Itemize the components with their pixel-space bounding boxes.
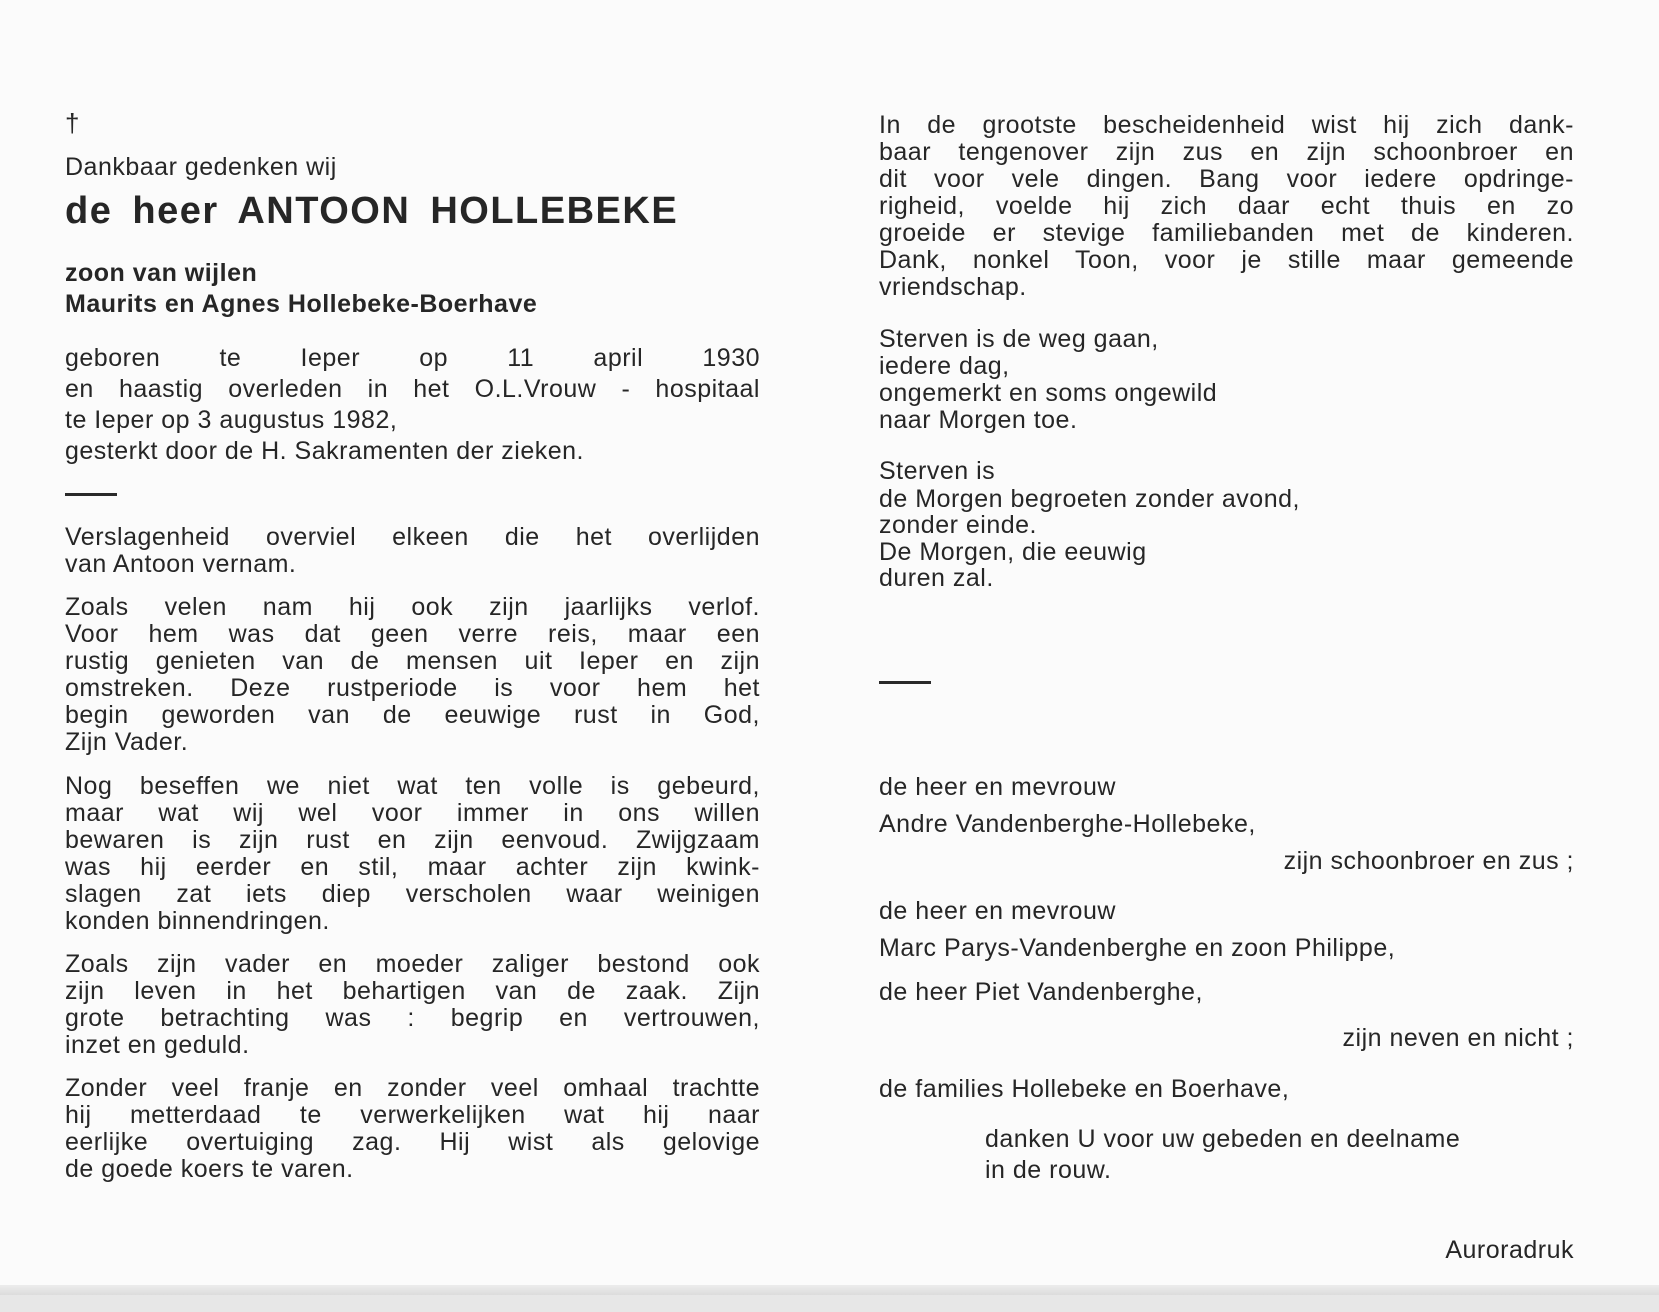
birth-line: gesterkt door de H. Sakramenten der zieken.: [65, 437, 584, 465]
paragraph-line: de goede koers te varen.: [65, 1155, 354, 1183]
separator-dash: [65, 493, 117, 496]
poem-line: iedere dag,: [879, 352, 1010, 380]
parents-intro: zoon van wijlen: [65, 259, 258, 287]
paragraph-line: baar tengenover zijn zus en zijn schoonbroer en: [879, 138, 1574, 166]
paragraph-line: hij metterdaad te verwerkelijken wat hij naar: [65, 1101, 760, 1129]
paragraph-line: bewaren is zijn rust en zijn eenvoud. Zwijgzaam: [65, 826, 760, 854]
paragraph-line: rustig genieten van de mensen uit Ieper en zijn: [65, 647, 760, 675]
paragraph-line: omstreken. Deze rustperiode is voor hem het: [65, 674, 760, 702]
parents-names: Maurits en Agnes Hollebeke-Boerhave: [65, 290, 538, 318]
poem-line: ongemerkt en soms ongewild: [879, 379, 1218, 407]
paragraph-line: begin geworden van de eeuwige rust in God,: [65, 701, 760, 729]
birth-line: en haastig overleden in het O.L.Vrouw - hospitaal: [65, 375, 760, 403]
paragraph-line: maar wat wij wel voor immer in ons willen: [65, 799, 760, 827]
printer-name: Auroradruk: [1445, 1236, 1574, 1264]
paragraph-line: konden binnendringen.: [65, 907, 330, 935]
paragraph-line: dit voor vele dingen. Bang voor iedere opdringe-: [879, 165, 1574, 193]
family-name: Marc Parys-Vandenberghe en zoon Philippe,: [879, 934, 1396, 962]
poem-line: de Morgen begroeten zonder avond,: [879, 485, 1300, 513]
paragraph-line: Nog beseffen we niet wat ten volle is gebeurd,: [65, 772, 760, 800]
family-relation: zijn neven en nicht ;: [1342, 1024, 1574, 1052]
paragraph-line: van Antoon vernam.: [65, 550, 297, 578]
poem-line: zonder einde.: [879, 511, 1038, 539]
intro-text: Dankbaar gedenken wij: [65, 153, 337, 181]
separator-dash: [879, 681, 931, 684]
poem-line: De Morgen, die eeuwig: [879, 538, 1147, 566]
paragraph-line: Dank, nonkel Toon, voor je stille maar gemeende: [879, 246, 1574, 274]
family-title: de heer en mevrouw: [879, 897, 1116, 925]
paragraph-line: In de grootste bescheidenheid wist hij zich dank-: [879, 111, 1574, 139]
birth-line: geboren te Ieper op 11 april 1930: [65, 344, 760, 372]
paragraph-line: grote betrachting was : begrip en vertrouwen,: [65, 1004, 760, 1032]
family-name: de families Hollebeke en Boerhave,: [879, 1075, 1290, 1103]
family-title: de heer en mevrouw: [879, 773, 1116, 801]
family-name: Andre Vandenberghe-Hollebeke,: [879, 810, 1256, 838]
poem-line: duren zal.: [879, 564, 994, 592]
paragraph-line: Zonder veel franje en zonder veel omhaal trachtte: [65, 1074, 760, 1102]
paragraph-line: slagen zat iets diep verscholen waar weinigen: [65, 880, 760, 908]
paragraph-line: inzet en geduld.: [65, 1031, 250, 1059]
family-name: de heer Piet Vandenberghe,: [879, 978, 1203, 1006]
family-relation: zijn schoonbroer en zus ;: [1283, 847, 1574, 875]
paragraph-line: Zoals velen nam hij ook zijn jaarlijks verlof.: [65, 593, 760, 621]
paragraph-line: groeide er stevige familiebanden met de kinderen.: [879, 219, 1574, 247]
paragraph-line: righeid, voelde hij zich daar echt thuis en zo: [879, 192, 1574, 220]
paragraph-line: vriendschap.: [879, 273, 1027, 301]
paragraph-line: Voor hem was dat geen verre reis, maar een: [65, 620, 760, 648]
cross-symbol: †: [65, 108, 80, 138]
thanks-line: in de rouw.: [985, 1156, 1112, 1184]
paragraph-line: Zoals zijn vader en moeder zaliger bestond ook: [65, 950, 760, 978]
poem-line: Sterven is de weg gaan,: [879, 325, 1159, 353]
deceased-name: de heer ANTOON HOLLEBEKE: [65, 190, 679, 232]
thanks-line: danken U voor uw gebeden en deelname: [985, 1125, 1461, 1153]
paragraph-line: was hij eerder en stil, maar achter zijn kwink-: [65, 853, 760, 881]
poem-line: Sterven is: [879, 457, 996, 485]
poem-line: naar Morgen toe.: [879, 406, 1078, 434]
paragraph-line: Zijn Vader.: [65, 728, 189, 756]
birth-line: te Ieper op 3 augustus 1982,: [65, 406, 398, 434]
paragraph-line: Verslagenheid overviel elkeen die het overlijden: [65, 523, 760, 551]
paragraph-line: eerlijke overtuiging zag. Hij wist als gelovige: [65, 1128, 760, 1156]
paragraph-line: zijn leven in het behartigen van de zaak. Zijn: [65, 977, 760, 1005]
